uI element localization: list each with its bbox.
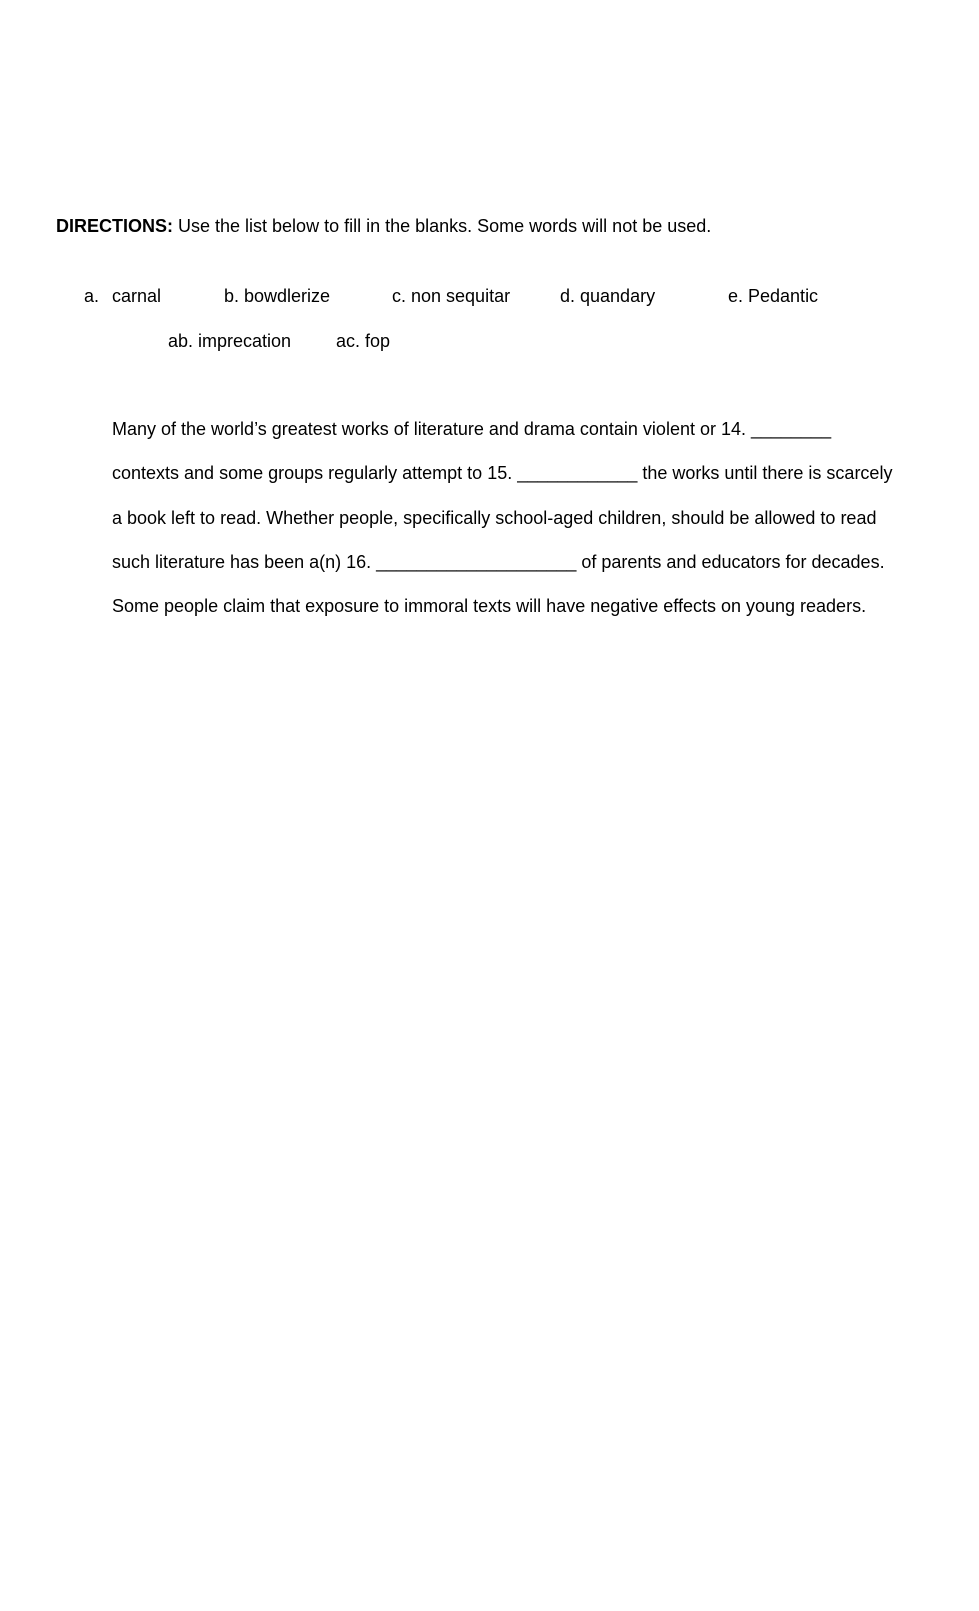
directions-label: DIRECTIONS: bbox=[56, 216, 173, 236]
passage-line: such literature has been a(n) 16. ____________________ of parents and educators for decades. bbox=[112, 552, 885, 572]
word-bank-item-ac: ac. fop bbox=[336, 331, 391, 351]
word-bank-item-c: c. non sequitar bbox=[392, 286, 511, 306]
passage-line: a book left to read. Whether people, specifically school-aged children, should be allowed to read bbox=[112, 508, 877, 528]
passage-line: Some people claim that exposure to immoral texts will have negative effects on young readers. bbox=[112, 596, 867, 616]
directions bbox=[56, 215, 711, 237]
word-bank-item-e: e. Pedantic bbox=[728, 286, 819, 306]
word-bank-item-ab: ab. imprecation bbox=[168, 331, 292, 351]
word-bank-item-a: carnal bbox=[112, 286, 162, 306]
passage-line: Many of the world’s greatest works of literature and drama contain violent or 14. ________ bbox=[112, 419, 832, 439]
word-bank-marker-a: a. bbox=[84, 286, 100, 306]
passage-line: contexts and some groups regularly attempt to 15. ____________ the works until there is scarcely bbox=[112, 463, 893, 483]
word-bank-item-b: b. bowdlerize bbox=[224, 286, 331, 306]
directions-text: Use the list below to fill in the blanks. Some words will not be used. bbox=[173, 216, 712, 236]
word-bank-item-d: d. quandary bbox=[560, 286, 656, 306]
